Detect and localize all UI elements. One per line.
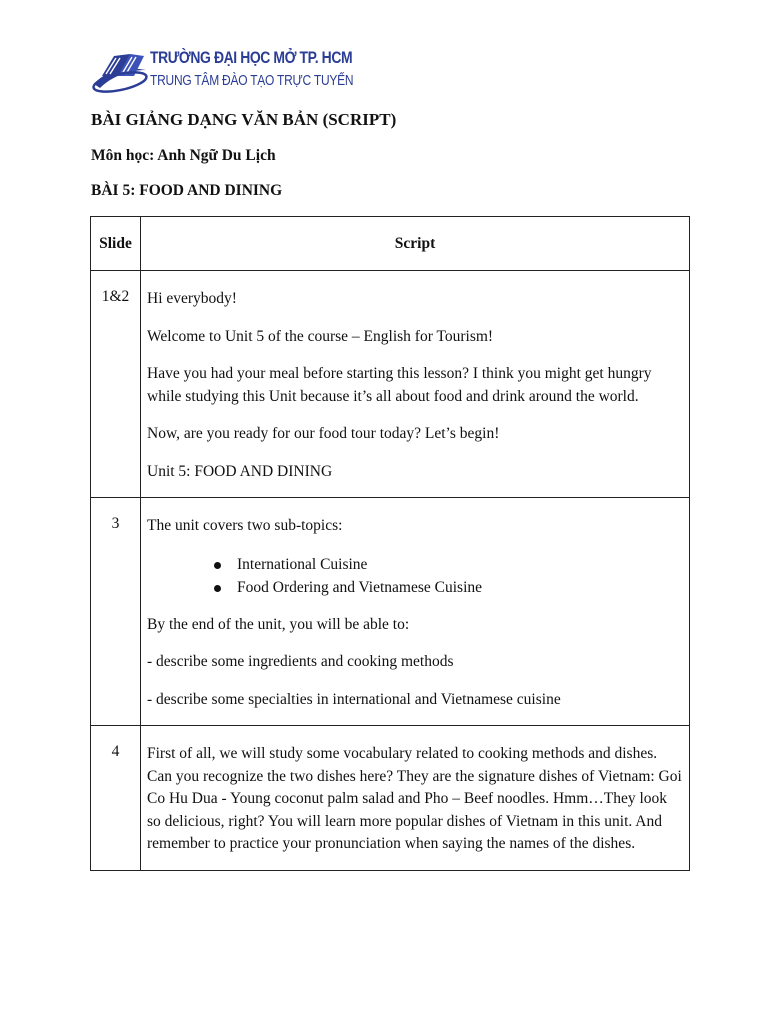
table-row (91, 726, 690, 871)
table-row (91, 498, 690, 726)
script-cell (141, 498, 690, 726)
document-title: BÀI GIẢNG DẠNG VĂN BẢN (SCRIPT) (91, 110, 397, 129)
table-header-row (91, 217, 690, 271)
script-paragraph: First of all, we will study some vocabulary related to cooking methods and dishes. Can you recognize the two dishes here? They are the signature dishes of Vietnam: Goi Co Hu Dua - Young coconut palm salad and Pho – Beef noodles. Hmm…They look so delicious, right? You will learn more popular dishes of Vietnam in this unit. And remember to practice your pronunciation when saying the names of the dishes. (147, 745, 682, 852)
script-paragraph: - describe some specialties in international and Vietnamese cuisine (147, 690, 561, 708)
open-book-logo-icon (90, 46, 150, 94)
lesson-title: BÀI 5: FOOD AND DINING (91, 182, 283, 199)
logo-center-name: TRUNG TÂM ĐÀO TẠO TRỰC TUYẾN (150, 72, 354, 89)
script-paragraph: Hi everybody! (147, 290, 237, 307)
table-row (91, 271, 690, 498)
script-column-header: Script (141, 217, 690, 271)
subject-label: Môn học: Anh Ngữ Du Lịch (91, 147, 276, 164)
script-paragraph: The unit covers two sub-topics: (147, 517, 343, 534)
subtopic-list (147, 553, 683, 599)
list-item: International Cuisine (237, 553, 683, 576)
slide-number: 3 (91, 498, 141, 726)
script-table (90, 216, 690, 871)
script-paragraph: By the end of the unit, you will be able to: (147, 615, 410, 633)
university-logo (90, 44, 354, 96)
script-paragraph: Unit 5: FOOD AND DINING (147, 462, 333, 480)
list-item: Food Ordering and Vietnamese Cuisine (237, 576, 683, 599)
script-paragraph: - describe some ingredients and cooking methods (147, 653, 454, 670)
slide-number: 4 (91, 726, 141, 871)
slide-number: 1&2 (91, 271, 141, 498)
script-paragraph: Have you had your meal before starting this lesson? I think you might get hungry while studying this Unit because it’s all about food and drink around the world. (147, 365, 652, 405)
script-cell (141, 271, 690, 498)
script-paragraph: Welcome to Unit 5 of the course – English for Tourism! (147, 327, 494, 345)
script-cell (141, 726, 690, 871)
logo-university-name: TRƯỜNG ĐẠI HỌC MỞ TP. HCM (150, 48, 353, 67)
slide-column-header: Slide (91, 217, 141, 271)
script-paragraph: Now, are you ready for our food tour today? Let’s begin! (147, 425, 500, 442)
